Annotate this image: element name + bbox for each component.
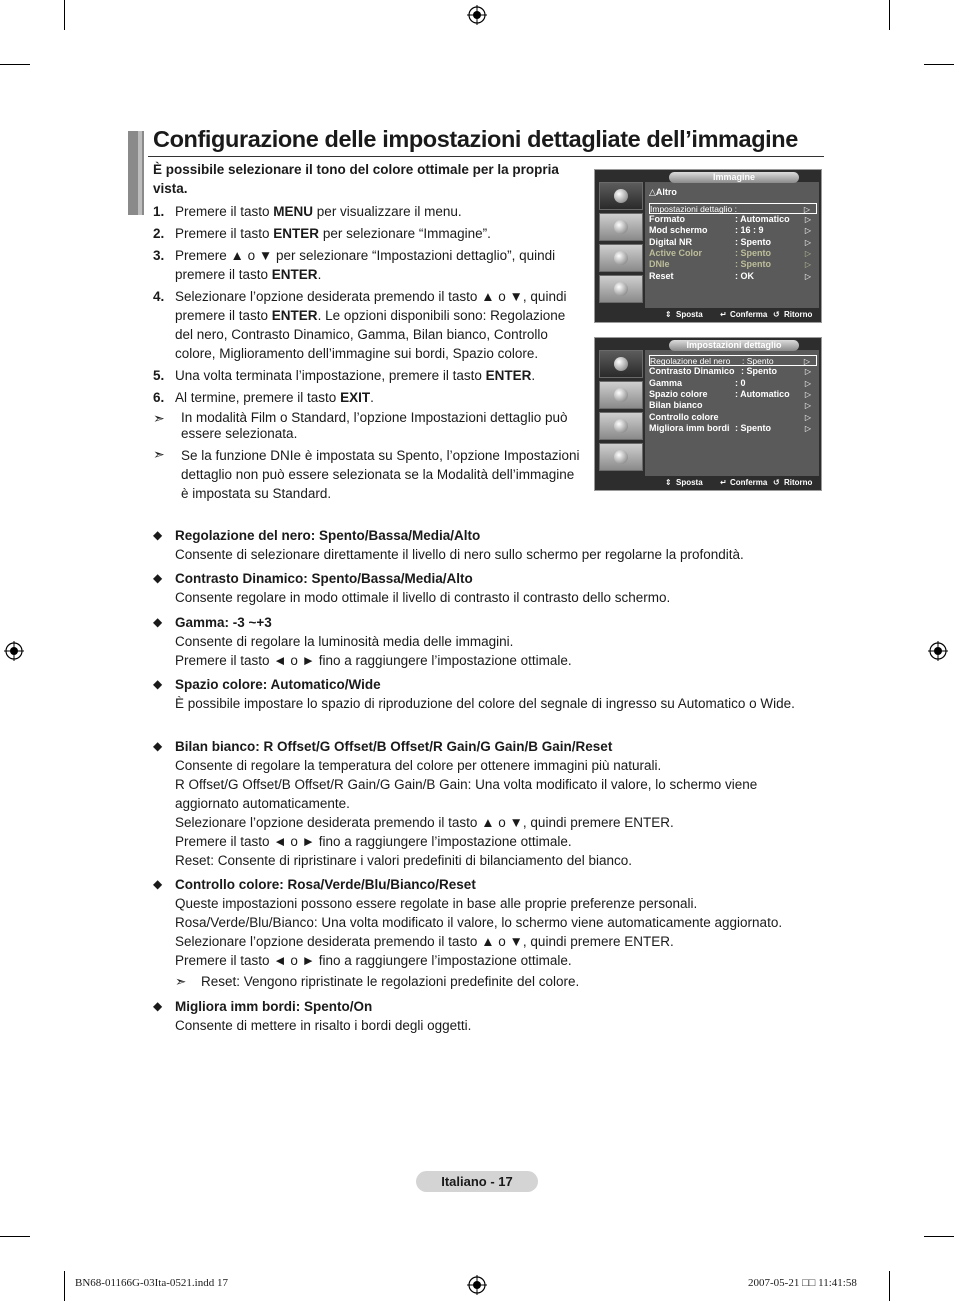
move-arrows-icon: ⇕ [665, 310, 672, 319]
sound-menu-icon [599, 213, 643, 241]
note-item [153, 446, 585, 503]
crop-mark [889, 0, 890, 30]
triangle-right-icon: ▷ [804, 367, 811, 376]
return-icon: ↺ [773, 310, 780, 319]
osd-side-menu [599, 350, 645, 476]
osd-header: Immagine [669, 172, 799, 183]
osd-row [649, 423, 817, 434]
note-arrow-icon: ➣ [153, 410, 165, 426]
feature-heading: Migliora imm bordi: Spento/On [175, 999, 373, 1014]
triangle-right-icon: ▷ [804, 424, 811, 433]
feature-text: Selezionare l’opzione desiderata premendo il tasto ▲ o ▼, quindi premere ENTER. [175, 934, 674, 949]
osd-row [649, 378, 817, 389]
step-text: . [531, 368, 536, 383]
setup-menu-icon [599, 443, 643, 471]
feature-item [153, 569, 823, 607]
feature-heading: Controllo colore: Rosa/Verde/Blu/Bianco/Reset [175, 877, 476, 892]
osd-foot-confirm: Conferma [730, 310, 768, 319]
step-key: ENTER [485, 368, 532, 383]
osd-row [649, 214, 817, 225]
sound-menu-icon [599, 381, 643, 409]
note-arrow-icon: ➣ [153, 446, 165, 462]
osd-row-label: Regolazione del nero [650, 356, 731, 366]
step-key: ENTER [271, 308, 318, 323]
triangle-right-icon: ▷ [804, 379, 811, 388]
osd-foot-move: Sposta [676, 310, 703, 319]
feature-text: Premere il tasto ◄ o ► fino a raggiungere l’impostazione ottimale. [175, 834, 572, 849]
osd-row [649, 389, 817, 400]
step-item [153, 224, 585, 243]
osd-row-value: : Spento [735, 248, 771, 258]
feature-heading: Spazio colore: Automatico/Wide [175, 677, 381, 692]
step-key: ENTER [273, 226, 320, 241]
feature-text: Selezionare l’opzione desiderata premendo il tasto ▲ o ▼, quindi premere ENTER. [175, 815, 674, 830]
step-key: ENTER [271, 267, 318, 282]
return-icon: ↺ [773, 478, 780, 487]
step-text: Premere ▲ o ▼ per selezionare “Impostazioni dettaglio”, quindi premere il tasto [175, 248, 556, 282]
feature-text: Consente di regolare la temperatura del colore per ottenere immagini più naturali. [175, 758, 662, 773]
intro-text: È possibile selezionare il tono del colore ottimale per la propria vista. [153, 162, 559, 196]
triangle-right-icon: ▷ [804, 401, 811, 410]
triangle-right-icon: ▷ [804, 238, 811, 247]
feature-text: R Offset/G Offset/B Offset/R Gain/G Gain/B Gain: Una volta modificato il valore, lo schermo viene aggiornato automaticamente. [175, 777, 758, 811]
step-item [153, 246, 585, 284]
registration-mark-icon [467, 5, 487, 25]
osd-back-item [649, 187, 817, 198]
feature-text: Rosa/Verde/Blu/Bianco: Una volta modificato il valore, lo schermo viene automaticamente aggiornato. [175, 915, 783, 930]
enter-icon: ↵ [720, 310, 727, 319]
note-text: In modalità Film o Standard, l’opzione Impostazioni dettaglio può essere selezionata. [181, 410, 568, 441]
osd-footer [595, 309, 819, 320]
registration-mark-icon [928, 641, 948, 661]
crop-mark [64, 1271, 65, 1301]
enter-icon: ↵ [720, 478, 727, 487]
osd-foot-confirm: Conferma [730, 478, 768, 487]
osd-row-label: Controllo colore [649, 412, 719, 422]
crop-mark [64, 0, 65, 30]
osd-side-menu [599, 182, 645, 308]
registration-mark-icon [467, 1275, 487, 1295]
osd-row [649, 237, 817, 248]
step-text: Al termine, premere il tasto [175, 390, 341, 405]
osd-row-label: Migliora imm bordi [649, 423, 730, 433]
registration-mark-icon [4, 641, 24, 661]
osd-row-value: : 0 [735, 378, 746, 388]
step-text: per selezionare “Immagine”. [319, 226, 491, 241]
feature-note-text: Reset: Vengono ripristinate le regolazioni predefinite del colore. [201, 974, 580, 989]
step-number: 5. [153, 368, 165, 383]
step-number: 2. [153, 226, 165, 241]
osd-row [649, 248, 817, 259]
feature-item [153, 613, 823, 670]
feature-heading: Bilan bianco: R Offset/G Offset/B Offset/R Gain/G Gain/B Gain/Reset [175, 739, 613, 754]
feature-item [153, 875, 823, 991]
step-item [153, 287, 585, 363]
osd-row-label: Mod schermo [649, 225, 708, 235]
osd-row-label: Gamma [649, 378, 683, 388]
osd-row [649, 400, 817, 411]
triangle-right-icon: ▷ [804, 272, 811, 281]
step-text: . [317, 267, 322, 282]
step-key: MENU [273, 204, 314, 219]
feature-item [153, 526, 823, 564]
crop-mark [0, 64, 30, 65]
triangle-right-icon: ▷ [804, 390, 811, 399]
osd-row-label: Spazio colore [649, 389, 708, 399]
osd-row-label: Bilan bianco [649, 400, 703, 410]
step-number: 4. [153, 289, 165, 304]
crop-mark [0, 1236, 30, 1237]
osd-row [649, 271, 817, 282]
osd-back-label: △Altro [649, 187, 677, 197]
step-number: 1. [153, 204, 165, 219]
feature-text: Consente regolare in modo ottimale il livello di contrasto il contrasto dello schermo. [175, 590, 671, 605]
triangle-right-icon: ▷ [804, 215, 811, 224]
page-title: Configurazione delle impostazioni dettagliate dell’immagine [153, 126, 798, 152]
feature-text: È possibile impostare lo spazio di riproduzione del colore del segnale di ingresso su Automatico o Wide. [175, 696, 795, 711]
osd-row-value: : Automatico [735, 389, 790, 399]
osd-row-label: DNIe [649, 259, 670, 269]
feature-heading: Regolazione del nero: Spento/Bassa/Media/Alto [175, 528, 481, 543]
osd-menu-impostazioni-dettaglio [594, 337, 822, 491]
setup-menu-icon [599, 275, 643, 303]
triangle-right-icon: ▷ [804, 249, 811, 258]
feature-text: Reset: Consente di ripristinare i valori predefiniti di bilanciamento del bianco. [175, 853, 632, 868]
step-item [153, 388, 585, 407]
note-text: Se la funzione DNIe è impostata su Spento, l’opzione Impostazioni dettaglio non può essere selezionata se la Modalità dell’immagine è impostata su Standard. [181, 448, 580, 501]
osd-row [649, 355, 817, 366]
osd-foot-move: Sposta [676, 478, 703, 487]
osd-row [649, 366, 817, 377]
step-text: . Le opzioni disponibili sono: Regolazione del nero, Contrasto Dinamico, Gamma, Bilan bianco, Controllo colore, Miglioramento dell’immagine sui bordi, Spazio colore. [175, 308, 566, 361]
osd-header: Impostazioni dettaglio [669, 340, 799, 351]
channel-menu-icon [599, 412, 643, 440]
feature-text: Consente di selezionare direttamente il livello di nero sullo schermo per regolarne la profondità. [175, 547, 744, 562]
steps-list [153, 202, 585, 507]
triangle-right-icon: ▷ [803, 205, 810, 214]
osd-footer [595, 477, 819, 488]
osd-row-value: : Automatico [735, 214, 790, 224]
osd-menu-immagine [594, 169, 822, 323]
feature-text: Premere il tasto ◄ o ► fino a raggiungere l’impostazione ottimale. [175, 953, 572, 968]
diamond-bullet-icon: ◆ [153, 528, 163, 542]
osd-row-label: Formato [649, 214, 685, 224]
osd-row-value: : Spento [735, 423, 771, 433]
osd-foot-back: Ritorno [784, 310, 813, 319]
osd-row-value: : Spento [735, 237, 771, 247]
step-item [153, 202, 585, 221]
osd-row-label: Reset [649, 271, 674, 281]
osd-row-value: : OK [735, 271, 754, 281]
osd-row-label: Impostazioni dettaglio : [650, 204, 737, 214]
diamond-bullet-icon: ◆ [153, 615, 163, 629]
feature-item [153, 675, 823, 713]
step-text: Premere il tasto [175, 226, 274, 241]
move-arrows-icon: ⇕ [665, 478, 672, 487]
crop-mark [924, 1236, 954, 1237]
step-text: Una volta terminata l’impostazione, premere il tasto [175, 368, 486, 383]
osd-foot-back: Ritorno [784, 478, 813, 487]
triangle-right-icon: ▷ [804, 260, 811, 269]
note-arrow-icon: ➣ [175, 974, 187, 989]
page-number: Italiano - 17 [416, 1171, 538, 1192]
diamond-bullet-icon: ◆ [153, 877, 163, 891]
channel-menu-icon [599, 244, 643, 272]
step-key: EXIT [340, 390, 371, 405]
osd-row-value: : Spento [735, 259, 771, 269]
step-text: Selezionare l’opzione desiderata premendo il tasto ▲ o ▼, quindi premere il tasto [175, 289, 567, 323]
print-slug-date: 2007-05-21 □□ 11:41:58 [748, 1277, 857, 1289]
osd-row-value: : Spento [741, 366, 777, 376]
diamond-bullet-icon: ◆ [153, 739, 163, 753]
crop-mark [889, 1271, 890, 1301]
picture-menu-icon [599, 350, 643, 378]
feature-item [153, 997, 823, 1035]
step-text: Premere il tasto [175, 204, 274, 219]
feature-heading: Gamma: -3 ~+3 [175, 615, 272, 630]
osd-row [649, 225, 817, 236]
triangle-right-icon: ▷ [803, 357, 810, 366]
feature-text: Premere il tasto ◄ o ► fino a raggiungere l’impostazione ottimale. [175, 653, 572, 668]
feature-text: Consente di regolare la luminosità media delle immagini. [175, 634, 514, 649]
diamond-bullet-icon: ◆ [153, 571, 163, 585]
osd-row [649, 259, 817, 270]
picture-menu-icon [599, 182, 643, 210]
crop-mark [924, 64, 954, 65]
diamond-bullet-icon: ◆ [153, 999, 163, 1013]
osd-row-label: Active Color [649, 248, 703, 258]
osd-row [649, 412, 817, 423]
print-slug-file: BN68-01166G-03Ita-0521.indd 17 [75, 1277, 228, 1289]
osd-row-label: Contrasto Dinamico [649, 366, 735, 376]
step-number: 3. [153, 248, 165, 263]
feature-item [153, 737, 823, 870]
feature-text: Consente di mettere in risalto i bordi degli oggetti. [175, 1018, 472, 1033]
triangle-right-icon: ▷ [804, 413, 811, 422]
feature-heading: Contrasto Dinamico: Spento/Bassa/Media/Alto [175, 571, 473, 586]
step-number: 6. [153, 390, 165, 405]
step-item [153, 366, 585, 385]
triangle-right-icon: ▷ [804, 226, 811, 235]
diamond-bullet-icon: ◆ [153, 677, 163, 691]
step-text: . [370, 390, 374, 405]
note-item [153, 410, 585, 442]
osd-row-value: : Spento [742, 356, 774, 366]
title-accent-bar [138, 131, 142, 215]
osd-row [649, 203, 817, 214]
feature-text: Queste impostazioni possono essere regolate in base alle proprie preferenze personali. [175, 896, 698, 911]
feature-note [153, 972, 823, 991]
osd-row-value: : 16 : 9 [735, 225, 764, 235]
step-text: per visualizzare il menu. [313, 204, 462, 219]
title-divider [148, 156, 824, 157]
osd-row-label: Digital NR [649, 237, 693, 247]
